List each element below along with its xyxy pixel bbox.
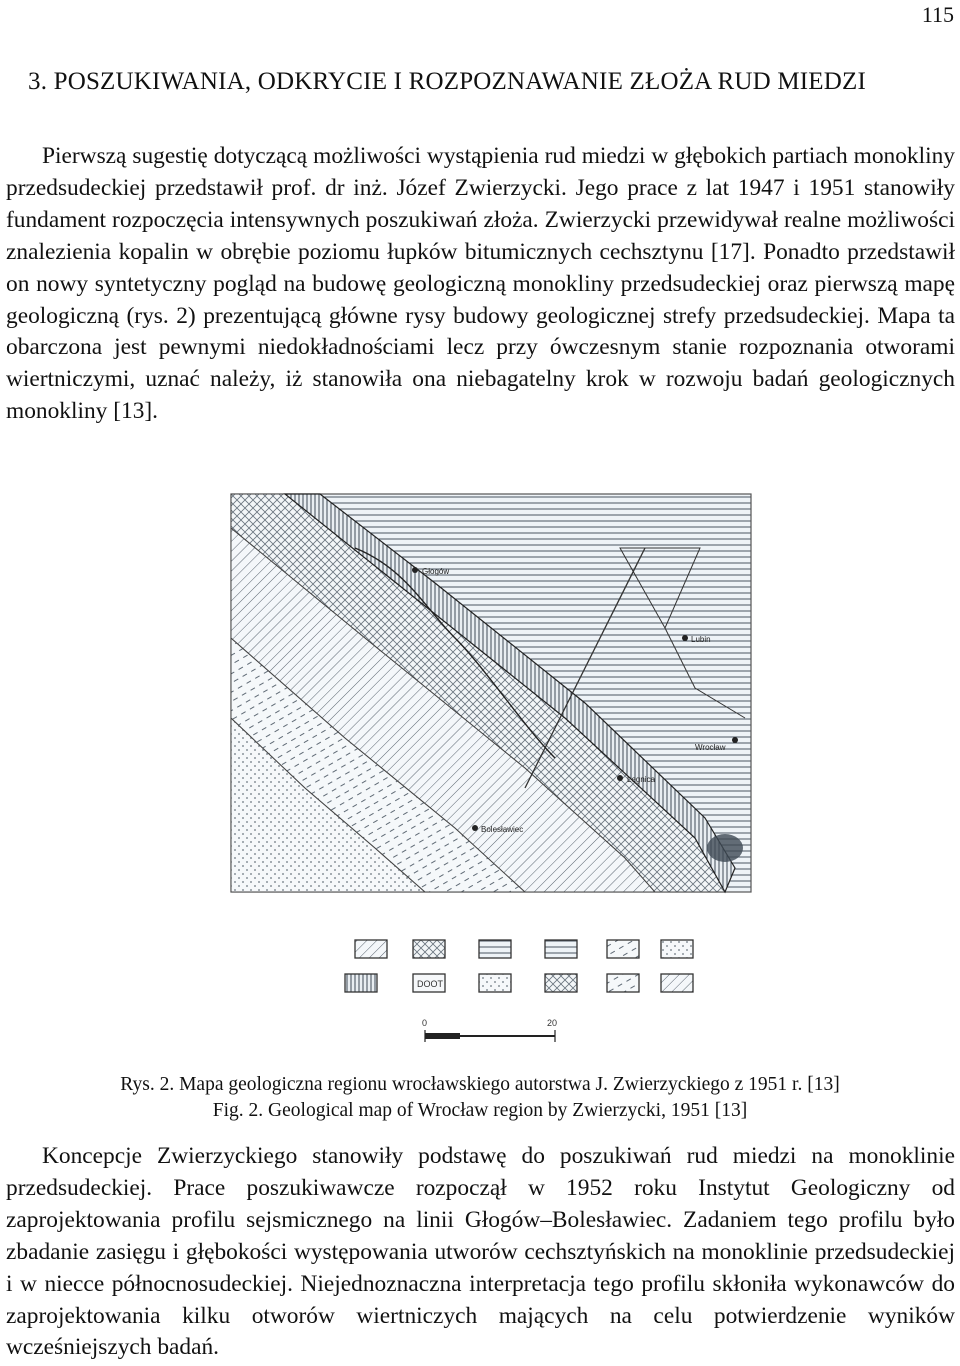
paragraph-text: Pierwszą sugestię dotyczącą możliwości wystąpienia rud miedzi w głębokich partiach monokliny przedsudeckiej przedstawił prof. dr inż. Józef Zwierzycki. Jego prace z lat 1947 i 1951 stanowiły fundament rozpoczęcia intensywnych poszukiwań złoża. Zwierzycki przewidywał realne możliwości znalezienia kopalin w obrębie poziomu łupków bitumicznych cechsztynu [17]. Ponadto przedstawił on nowy syntetyczny pogląd na budowę geologiczną monokliny przedsudeckiej oraz pierwszą mapę geologiczną (rys. 2) prezentującą główne rysy budowy geologicznej strefy przedsudeckiej. Mapa ta obarczona jest pewnymi niedokładnościami lecz przy ówczesnym stanie rozpoznania otworami wiertniczymi, uznać należy, iż stanowiła ona niebagatelny krok w rozwoju badań geologicznych monokliny [13]. [6,143,955,425]
paragraph-text: Koncepcje Zwierzyckiego stanowiły podstawę do poszukiwań rud miedzi na monoklinie przedsudeckiej. Prace poszukiwawcze rozpoczął w 1952 roku Instytut Geologiczny od zaprojektowania profilu sejsmicznego na linii Głogów–Bolesławiec. Zadaniem tego profilu było zbadanie zasięgu i głębokości występowania utworów cechsztyńskich na monoklinie przedsudeckiej i w niecce północnosudeckiej. Niejednoznaczna interpretacja tego profilu skłoniła wykonawców do zaprojektowania kilku otworów wiertniczych mających na celu potwierdzenie wyników wcześniejszych badań. [6,1143,955,1361]
body-paragraph-1 [6,141,955,428]
geological-map-figure [225,488,760,1062]
legend-label: DOOT [417,979,443,989]
page-number: 115 [921,2,954,27]
map-label: Wrocław [695,743,726,752]
scale-label-end: 20 [547,1018,558,1028]
scale-label-start: 0 [422,1018,428,1028]
map-label: Legnica [627,775,656,784]
map-label: Lubin [691,635,711,644]
geological-map [225,488,760,1062]
figure-caption-en: Fig. 2. Geological map of Wrocław region by Zwierzycki, 1951 [13] [212,1100,748,1121]
figure-caption-pl: Rys. 2. Mapa geologiczna regionu wrocławskiego autorstwa J. Zwierzyckiego z 1951 r. [13] [120,1074,840,1095]
map-legend [345,940,693,992]
body-paragraph-2 [6,1141,955,1364]
chapter-title: 3. POSZUKIWANIA, ODKRYCIE I ROZPOZNAWANIE ZŁOŻA RUD MIEDZI [28,68,867,95]
map-label: Głogów [422,567,450,576]
scale-bar [422,1018,557,1042]
map-label: Bolesławiec [481,825,524,834]
